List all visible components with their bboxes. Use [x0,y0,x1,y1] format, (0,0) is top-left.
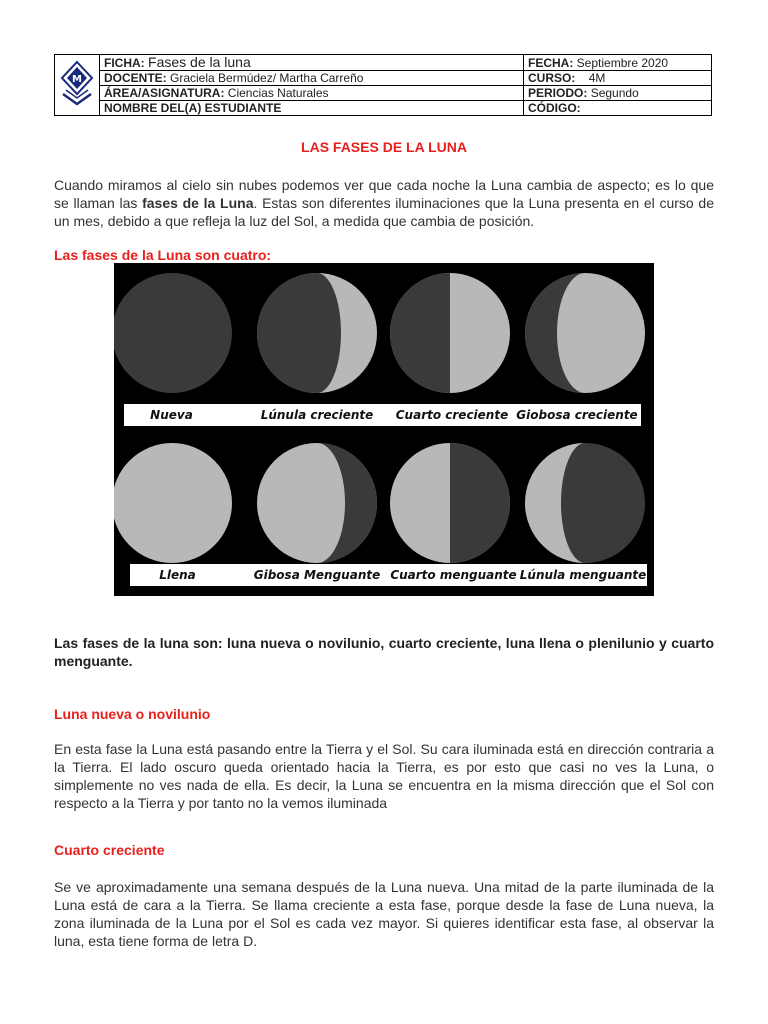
intro-text-2: . Estas son diferentes iluminaciones que la Luna presenta en el curso de un mes, debido a que refleja la luz del Sol, a medida que cambia de posición. [54,195,714,229]
docente-label: DOCENTE: [104,71,167,85]
moon-phases-graphic [114,263,654,596]
school-logo-cell [55,55,100,116]
curso-value: 4M [588,71,606,85]
area-cell [100,86,524,101]
moon-cuarto-menguante-icon [390,443,510,563]
ficha-label: FICHA: [104,56,145,70]
ficha-value: Fases de la luna [148,54,251,70]
area-label: ÁREA/ASIGNATURA: [104,86,225,100]
docente-value: Graciela Bermúdez/ Martha Carreño [170,71,364,85]
paragraph-luna-nueva: En esta fase la Luna está pasando entre la Tierra y el Sol. Su cara iluminada está en dirección contraria a la Tierra. El lado oscuro queda orientado hacia la Tierra, es por esto que casi no ves la Luna, o simplemente no ves nada de ella. Es decir, la Luna se encuentra en la misma dirección que el Sol con respecto a la Tierra y por tanto no la vemos iluminada [54,741,714,811]
moon-llena-icon [114,443,232,563]
label-gibosa-menguante: Gibosa Menguante [253,568,381,582]
label-cuarto-menguante: Cuarto menguante [390,568,517,582]
moon-nueva-icon [114,273,232,393]
label-lunula-creciente: Lúnula creciente [260,408,374,422]
periodo-label: PERIODO: [528,86,588,100]
header-table [54,54,712,116]
svg-text:M: M [72,73,82,85]
label-llena: Llena [159,568,196,582]
fecha-value: Septiembre 2020 [576,55,669,70]
moon-gibosa-menguante-icon [257,443,377,563]
periodo-value: Segundo [590,86,639,100]
curso-cell [524,71,712,86]
codigo-cell [524,101,712,116]
curso-label: CURSO: [528,71,576,85]
moon-gibosa-creciente-icon [525,273,645,393]
moon-lunula-creciente-icon [257,273,377,393]
school-logo-icon [60,60,94,108]
label-lunula-menguante: Lúnula menguante [519,568,647,582]
phases-heading: Las fases de la Luna son cuatro: [54,247,272,263]
codigo-label: CÓDIGO: [528,101,581,115]
periodo-cell [524,86,712,101]
fecha-cell [524,55,712,71]
moon-phases-figure [114,263,654,596]
summary-paragraph: Las fases de la luna son: luna nueva o novilunio, cuarto creciente, luna llena o plenilunio y cuarto menguante. [54,635,714,669]
intro-paragraph [54,176,714,230]
ficha-cell [100,55,524,71]
docente-cell [100,71,524,86]
moon-cuarto-creciente-icon [390,273,510,393]
heading-luna-nueva: Luna nueva o novilunio [54,706,211,722]
heading-cuarto-creciente: Cuarto creciente [54,842,165,858]
label-gibosa-creciente: Giobosa creciente [516,408,638,422]
label-cuarto-creciente: Cuarto creciente [395,408,509,422]
nombre-label: NOMBRE DEL(A) ESTUDIANTE [104,101,282,115]
label-nueva: Nueva [150,408,193,422]
page-title: LAS FASES DE LA LUNA [301,139,467,155]
intro-text-1: Cuando miramos al cielo sin nubes podemos ver que cada noche la Luna cambia de aspecto; es lo que se llaman las [54,177,714,211]
paragraph-cuarto-creciente: Se ve aproximadamente una semana después de la Luna nueva. Una mitad de la parte iluminada de la Luna está de cara a la Tierra. Se llama creciente a esta fase, porque desde la fase de Luna nueva, la zona iluminada de la Luna por el Sol es cada vez mayor. Si quieres identificar esta fase, al observar la luna, esta tiene forma de letra D. [54,879,714,949]
fecha-label: FECHA: [528,55,574,70]
area-value: Ciencias Naturales [227,86,329,100]
intro-bold: fases de la Luna [142,195,254,211]
nombre-cell [100,101,524,116]
moon-lunula-menguante-icon [525,443,645,563]
